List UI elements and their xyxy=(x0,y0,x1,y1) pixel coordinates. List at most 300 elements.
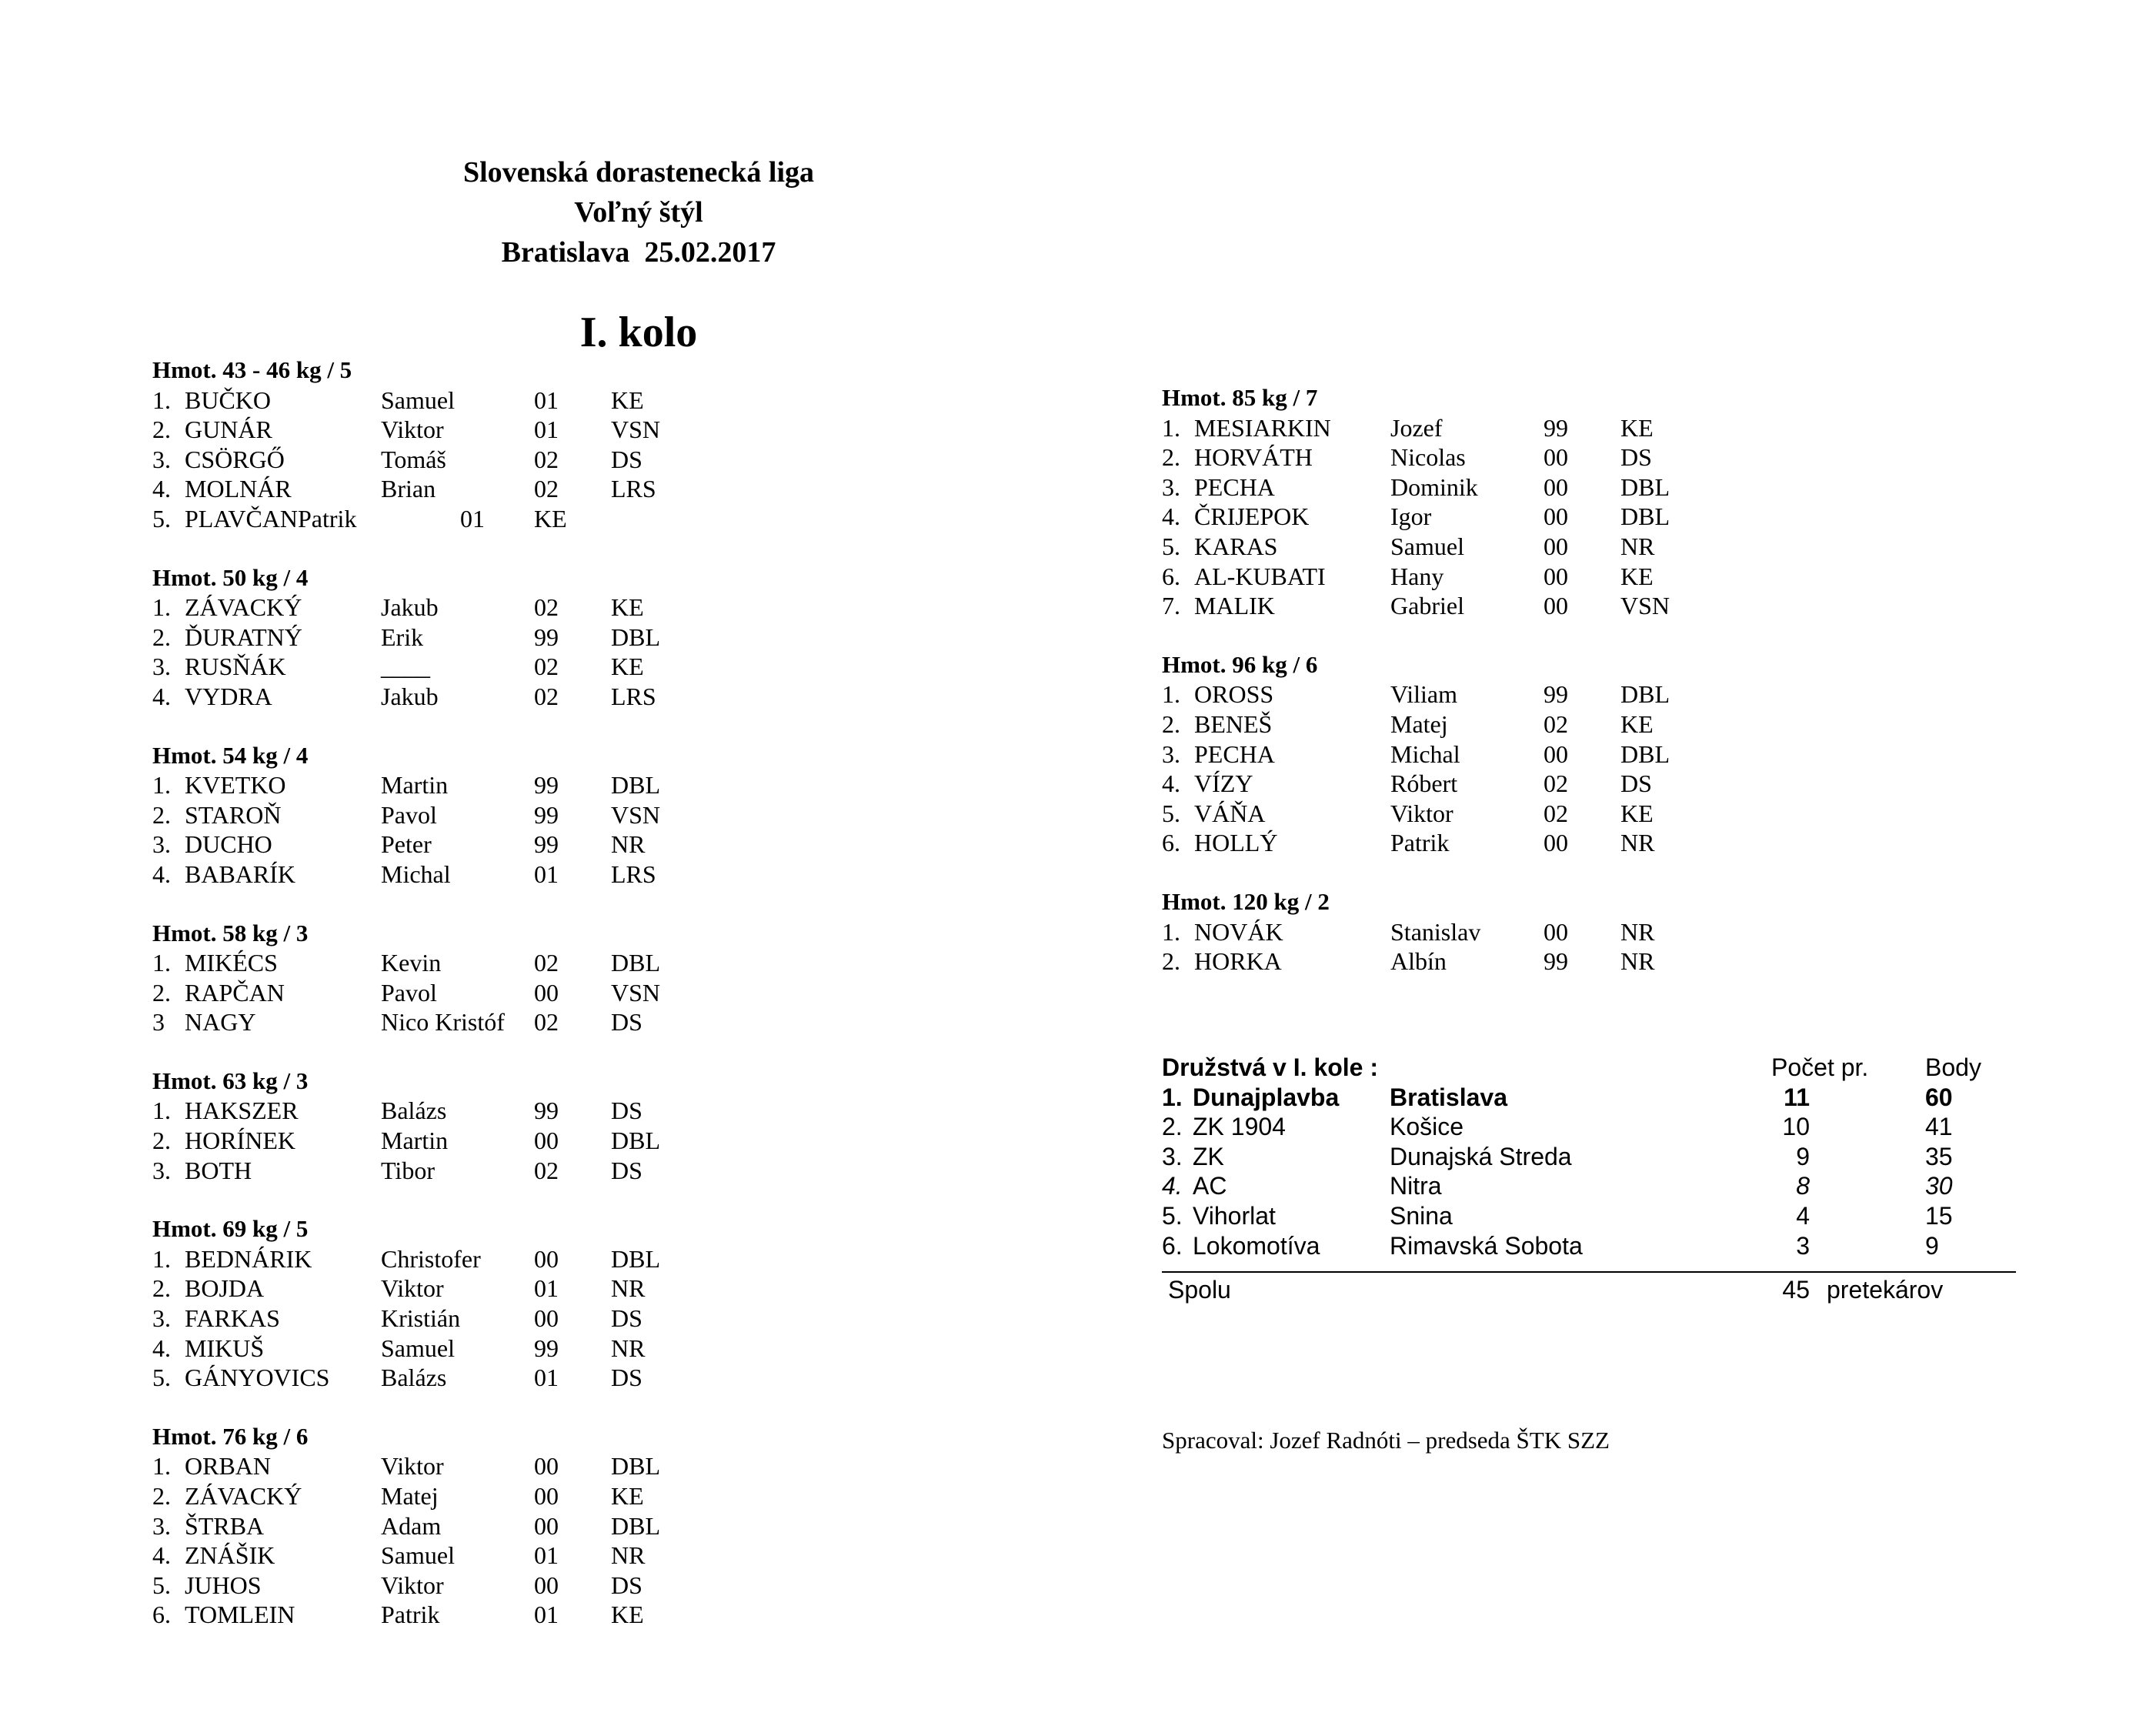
surname: BUČKO xyxy=(185,386,272,414)
weight-category xyxy=(152,741,1076,890)
first-name: Jakub xyxy=(381,593,439,622)
placement: 3. xyxy=(1162,472,1180,501)
first-name: Balázs xyxy=(381,1097,447,1125)
first-name: Pavol xyxy=(381,800,437,829)
surname: GUNÁR xyxy=(185,416,272,444)
birth-year: 00 xyxy=(1544,829,1568,857)
club-code: DBL xyxy=(1620,472,1670,501)
result-row xyxy=(152,415,1076,445)
weight-category xyxy=(152,356,1076,534)
weight-category-title: Hmot. 120 kg / 2 xyxy=(1162,887,1330,915)
team-competitor-count: 8 xyxy=(1796,1172,1810,1200)
first-name: Pavol xyxy=(381,978,437,1007)
surname: VYDRA xyxy=(185,682,272,710)
birth-year: 00 xyxy=(534,978,559,1007)
first-name: Hany xyxy=(1390,562,1444,590)
left-results-column xyxy=(152,356,1076,1659)
surname: BEDNÁRIK xyxy=(185,1244,312,1273)
surname: PECHA xyxy=(1194,739,1275,768)
surname: CSÖRGŐ xyxy=(185,445,285,473)
birth-year: 99 xyxy=(1544,947,1568,976)
birth-year: 00 xyxy=(1544,562,1568,590)
placement: 4. xyxy=(152,860,171,888)
club-code: DS xyxy=(611,1156,642,1184)
club-code: KE xyxy=(611,593,644,622)
team-standings-title: Družstvá v I. kole : xyxy=(1162,1053,1378,1081)
birth-year: 00 xyxy=(534,1482,559,1510)
birth-year: 02 xyxy=(534,682,559,710)
surname: RUSŇÁK xyxy=(185,653,286,681)
placement: 2. xyxy=(152,800,171,829)
placement: 1. xyxy=(1162,680,1180,709)
placement: 4. xyxy=(152,682,171,710)
result-row xyxy=(152,593,1076,623)
placement: 2. xyxy=(152,416,171,444)
result-row xyxy=(152,386,1076,416)
result-row xyxy=(152,1334,1076,1364)
club-code: DS xyxy=(1620,770,1652,798)
birth-year: 99 xyxy=(534,623,559,651)
birth-year: 01 xyxy=(534,1364,559,1392)
result-row xyxy=(152,978,1076,1008)
result-row xyxy=(152,445,1076,475)
placement: 2. xyxy=(1162,443,1180,472)
placement: 3. xyxy=(152,445,171,473)
weight-category xyxy=(152,919,1076,1037)
first-name: Martin xyxy=(381,771,449,800)
club-code: KE xyxy=(611,386,644,414)
result-row xyxy=(1162,709,2085,739)
result-row xyxy=(1162,769,2085,799)
first-name: Erik xyxy=(381,623,424,651)
team-placement: 2. xyxy=(1162,1113,1183,1141)
birth-year: 02 xyxy=(534,1156,559,1184)
club-code: DS xyxy=(1620,443,1652,472)
surname: PECHA xyxy=(1194,472,1275,501)
team-competitor-count: 4 xyxy=(1796,1201,1810,1230)
first-name: Adam xyxy=(381,1511,442,1540)
first-name: Viktor xyxy=(381,1452,444,1481)
first-name: Michal xyxy=(1390,739,1460,768)
club-code: DBL xyxy=(611,1452,660,1481)
surname: BABARÍK xyxy=(185,860,296,888)
team-competitor-count: 3 xyxy=(1796,1231,1810,1260)
placement: 4. xyxy=(152,1541,171,1570)
birth-year: 99 xyxy=(534,1097,559,1125)
result-row xyxy=(1162,679,2085,709)
result-row xyxy=(152,1244,1076,1274)
surname: GÁNYOVICS xyxy=(185,1364,330,1392)
first-name: Viktor xyxy=(381,1571,444,1599)
team-row xyxy=(1162,1112,2016,1142)
team-city: Dunajská Streda xyxy=(1390,1142,1572,1170)
birth-year: 99 xyxy=(534,830,559,859)
surname: PLAVČANPatrik xyxy=(185,504,357,532)
birth-year: 02 xyxy=(534,593,559,622)
weight-category-title: Hmot. 63 kg / 3 xyxy=(152,1067,309,1094)
first-name: Kevin xyxy=(381,949,442,977)
team-city: Nitra xyxy=(1390,1172,1442,1200)
surname: ĎURATNÝ xyxy=(185,623,302,651)
team-name: Vihorlat xyxy=(1193,1201,1276,1230)
team-placement: 6. xyxy=(1162,1231,1183,1260)
weight-category xyxy=(152,563,1076,712)
placement: 3. xyxy=(152,653,171,681)
weight-category xyxy=(152,1214,1076,1393)
birth-year: 00 xyxy=(1544,739,1568,768)
club-code: NR xyxy=(1620,947,1655,976)
round-title: I. kolo xyxy=(579,309,698,356)
document-header xyxy=(292,152,985,272)
result-row xyxy=(1162,739,2085,770)
first-name: Martin xyxy=(381,1127,449,1155)
result-row xyxy=(152,830,1076,860)
team-points: 15 xyxy=(1925,1201,1953,1230)
club-code: LRS xyxy=(611,860,656,888)
surname: HORVÁTH xyxy=(1194,443,1313,472)
club-code: KE xyxy=(1620,709,1654,738)
team-rows xyxy=(1162,1083,2016,1261)
surname: KVETKO xyxy=(185,771,286,800)
club-code: VSN xyxy=(611,416,661,444)
club-code: DS xyxy=(611,445,642,473)
club-code: NR xyxy=(1620,532,1655,560)
surname: DUCHO xyxy=(185,830,272,859)
first-name: Christofer xyxy=(381,1244,481,1273)
weight-category-title: Hmot. 76 kg / 6 xyxy=(152,1422,309,1450)
club-code: LRS xyxy=(611,475,656,503)
result-row xyxy=(1162,917,2085,947)
birth-year: 02 xyxy=(534,949,559,977)
placement: 2. xyxy=(152,978,171,1007)
surname: RAPČAN xyxy=(185,978,285,1007)
surname: OROSS xyxy=(1194,680,1274,709)
first-name: Patrik xyxy=(381,1601,440,1629)
result-row xyxy=(152,770,1076,800)
placement: 1. xyxy=(152,1097,171,1125)
surname: TOMLEIN xyxy=(185,1601,295,1629)
team-name: AC xyxy=(1193,1172,1227,1200)
birth-year: 00 xyxy=(1544,443,1568,472)
birth-year: 01 xyxy=(534,416,559,444)
surname: BOTH xyxy=(185,1156,252,1184)
team-standings-header xyxy=(1162,1053,2016,1083)
placement: 5. xyxy=(152,1364,171,1392)
result-row xyxy=(1162,562,2085,592)
first-name: Samuel xyxy=(381,1334,455,1362)
first-name: Dominik xyxy=(1390,472,1478,501)
club-code: LRS xyxy=(611,682,656,710)
weight-category-title: Hmot. 69 kg / 5 xyxy=(152,1215,309,1243)
club-code: DS xyxy=(611,1304,642,1333)
club-code: DBL xyxy=(1620,502,1670,531)
weight-category-title: Hmot. 50 kg / 4 xyxy=(152,563,309,591)
birth-year: 99 xyxy=(534,800,559,829)
team-row xyxy=(1162,1083,2016,1113)
result-row xyxy=(152,504,1076,534)
birth-year: 01 xyxy=(534,860,559,888)
points-header: Body xyxy=(1925,1053,1981,1081)
birth-year: 02 xyxy=(1544,799,1568,827)
birth-year: 01 xyxy=(534,1601,559,1629)
placement: 1. xyxy=(152,771,171,800)
first-name: Nicolas xyxy=(1390,443,1466,472)
placement: 2. xyxy=(152,1482,171,1510)
total-row xyxy=(1162,1274,2016,1305)
league-title: Slovenská dorastenecká liga xyxy=(462,156,815,189)
team-placement: 5. xyxy=(1162,1201,1183,1230)
birth-year: 02 xyxy=(1544,709,1568,738)
club-code: DS xyxy=(611,1008,642,1037)
first-name: Michal xyxy=(381,860,451,888)
birth-year: 00 xyxy=(1544,592,1568,620)
surname: ČRIJEPOK xyxy=(1194,502,1310,531)
birth-year: 00 xyxy=(534,1452,559,1481)
result-row xyxy=(152,800,1076,830)
weight-category xyxy=(152,1422,1076,1630)
result-row xyxy=(152,1571,1076,1601)
weight-category-title: Hmot. 96 kg / 6 xyxy=(1162,650,1318,678)
placement: 3. xyxy=(152,1304,171,1333)
surname: ŠTRBA xyxy=(185,1511,265,1540)
placement: 3 xyxy=(152,1008,165,1037)
surname: BENEŠ xyxy=(1194,709,1273,738)
surname: VÍZY xyxy=(1194,770,1253,798)
surname: MALIK xyxy=(1194,592,1275,620)
placement: 6. xyxy=(1162,562,1180,590)
result-row xyxy=(1162,828,2085,858)
weight-category xyxy=(1162,650,2085,858)
prepared-by: Spracoval: Jozef Radnóti – predseda ŠTK SZZ xyxy=(1162,1427,1610,1454)
weight-category xyxy=(1162,383,2085,621)
birth-year: 99 xyxy=(534,1334,559,1362)
first-name: Peter xyxy=(381,830,432,859)
team-points: 41 xyxy=(1925,1113,1953,1141)
result-row xyxy=(152,1007,1076,1037)
club-code: KE xyxy=(611,653,644,681)
club-code: DS xyxy=(611,1097,642,1125)
result-row xyxy=(152,1304,1076,1334)
placement: 2. xyxy=(1162,947,1180,976)
birth-year: 02 xyxy=(534,1008,559,1037)
first-name: Igor xyxy=(1390,502,1432,531)
birth-year: 99 xyxy=(1544,680,1568,709)
team-points: 30 xyxy=(1925,1172,1953,1200)
surname: HORÍNEK xyxy=(185,1127,295,1155)
first-name: Tibor xyxy=(381,1156,435,1184)
surname: HORKA xyxy=(1194,947,1282,976)
surname: AL-KUBATI xyxy=(1194,562,1326,590)
placement: 3. xyxy=(152,1511,171,1540)
total-divider xyxy=(1162,1271,2016,1273)
surname: MIKÉCS xyxy=(185,949,278,977)
team-points: 60 xyxy=(1925,1083,1953,1111)
surname: FARKAS xyxy=(185,1304,280,1333)
first-name: Samuel xyxy=(381,1541,455,1570)
placement: 5. xyxy=(1162,799,1180,827)
club-code: KE xyxy=(611,1601,644,1629)
birth-year: 01 xyxy=(534,1541,559,1570)
team-standings xyxy=(1162,1053,2016,1305)
birth-year: 00 xyxy=(534,1304,559,1333)
result-row xyxy=(152,1274,1076,1304)
style-title: Voľný štýl xyxy=(574,196,703,229)
placement: 3. xyxy=(152,830,171,859)
surname: BOJDA xyxy=(185,1274,265,1303)
placement: 7. xyxy=(1162,592,1180,620)
club-code: KE xyxy=(611,1482,644,1510)
placement: 2. xyxy=(152,1127,171,1155)
club-code: DBL xyxy=(611,1511,660,1540)
first-name: Albín xyxy=(1390,947,1447,976)
team-city: Snina xyxy=(1390,1201,1453,1230)
weight-category xyxy=(152,1067,1076,1185)
first-name: Brian xyxy=(381,475,436,503)
placement: 6. xyxy=(152,1601,171,1629)
result-row xyxy=(152,474,1076,504)
club-code: NR xyxy=(611,1541,646,1570)
weight-category-title: Hmot. 85 kg / 7 xyxy=(1162,384,1318,411)
result-row xyxy=(152,1126,1076,1156)
surname: STAROŇ xyxy=(185,800,282,829)
placement: 5. xyxy=(152,504,171,532)
surname: MESIARKIN xyxy=(1194,413,1331,442)
result-row xyxy=(1162,946,2085,976)
team-row xyxy=(1162,1171,2016,1201)
team-competitor-count: 11 xyxy=(1784,1083,1810,1111)
first-name: Matej xyxy=(1390,709,1448,738)
surname: KARAS xyxy=(1194,532,1278,560)
result-row xyxy=(1162,799,2085,829)
total-unit: pretekárov xyxy=(1827,1276,1944,1304)
surname: HAKSZER xyxy=(185,1097,299,1125)
club-code: DBL xyxy=(611,949,660,977)
placement: 1. xyxy=(1162,917,1180,946)
surname: ZNÁŠIK xyxy=(185,1541,275,1570)
first-name: Samuel xyxy=(1390,532,1464,560)
placement: 2. xyxy=(152,1274,171,1303)
first-name: Patrik xyxy=(1390,829,1450,857)
surname: VÁŇA xyxy=(1194,799,1266,827)
surname: JUHOS xyxy=(185,1571,262,1599)
placement: 2. xyxy=(1162,709,1180,738)
team-placement: 3. xyxy=(1162,1142,1183,1170)
result-row xyxy=(152,623,1076,653)
surname: HOLLÝ xyxy=(1194,829,1278,857)
result-row xyxy=(152,1363,1076,1393)
result-row xyxy=(1162,442,2085,472)
venue-date: Bratislava 25.02.2017 xyxy=(501,236,776,269)
birth-year: 00 xyxy=(534,1244,559,1273)
total-count: 45 xyxy=(1782,1276,1810,1304)
weight-category xyxy=(1162,887,2085,976)
team-points: 9 xyxy=(1925,1231,1939,1260)
club-code: DS xyxy=(611,1571,642,1599)
placement: 6. xyxy=(1162,829,1180,857)
placement: 4. xyxy=(152,475,171,503)
club-code: NR xyxy=(611,830,646,859)
birth-year: 02 xyxy=(534,653,559,681)
first-name: Jozef xyxy=(1390,413,1443,442)
result-row xyxy=(152,1541,1076,1571)
club-code: NR xyxy=(611,1274,646,1303)
club-code: DBL xyxy=(1620,739,1670,768)
club-code: NR xyxy=(1620,917,1655,946)
club-code: DBL xyxy=(611,623,660,651)
result-row xyxy=(152,1156,1076,1186)
first-name: Gabriel xyxy=(1390,592,1464,620)
club-code: NR xyxy=(1620,829,1655,857)
placement: 1. xyxy=(152,1452,171,1481)
placement: 4. xyxy=(152,1334,171,1362)
birth-year: 00 xyxy=(534,1571,559,1599)
team-row xyxy=(1162,1142,2016,1172)
result-row xyxy=(152,860,1076,890)
club-code: VSN xyxy=(611,800,661,829)
club-code: DBL xyxy=(1620,680,1670,709)
weight-category-title: Hmot. 58 kg / 3 xyxy=(152,919,309,946)
club-code: KE xyxy=(534,504,567,532)
placement: 1. xyxy=(152,593,171,622)
first-name: Viktor xyxy=(381,416,444,444)
club-code: KE xyxy=(1620,413,1654,442)
team-city: Bratislava xyxy=(1390,1083,1507,1111)
birth-year: 01 xyxy=(534,386,559,414)
team-name: Dunajplavba xyxy=(1193,1083,1340,1111)
first-name: Viktor xyxy=(381,1274,444,1303)
result-row xyxy=(152,682,1076,712)
team-name: ZK 1904 xyxy=(1193,1113,1286,1141)
surname: MOLNÁR xyxy=(185,475,292,503)
birth-year: 02 xyxy=(1544,770,1568,798)
club-code: KE xyxy=(1620,799,1654,827)
result-row xyxy=(152,1511,1076,1541)
surname: MIKUŠ xyxy=(185,1334,265,1362)
team-competitor-count: 10 xyxy=(1782,1113,1810,1141)
birth-year: 00 xyxy=(1544,917,1568,946)
result-row xyxy=(152,1481,1076,1511)
placement: 1. xyxy=(152,1244,171,1273)
first-name: Jakub xyxy=(381,682,439,710)
birth-year: 02 xyxy=(534,445,559,473)
first-name: Tomáš xyxy=(381,445,446,473)
team-points: 35 xyxy=(1925,1142,1953,1170)
team-name: ZK xyxy=(1193,1142,1224,1170)
placement: 1. xyxy=(152,386,171,414)
first-name: Balázs xyxy=(381,1364,447,1392)
placement: 5. xyxy=(152,1571,171,1599)
birth-year: 99 xyxy=(534,771,559,800)
club-code: DS xyxy=(611,1364,642,1392)
weight-category-title: Hmot. 54 kg / 4 xyxy=(152,741,309,769)
count-header: Počet pr. xyxy=(1771,1053,1869,1081)
first-name: Matej xyxy=(381,1482,439,1510)
birth-year: 00 xyxy=(1544,502,1568,531)
result-row xyxy=(1162,413,2085,443)
placement: 1. xyxy=(1162,413,1180,442)
birth-year: 00 xyxy=(534,1127,559,1155)
team-row xyxy=(1162,1231,2016,1261)
surname: NAGY xyxy=(185,1008,256,1037)
birth-year: 01 xyxy=(460,504,485,532)
result-row xyxy=(152,948,1076,978)
first-name: Róbert xyxy=(1390,770,1458,798)
club-code: VSN xyxy=(1620,592,1670,620)
placement: 1. xyxy=(152,949,171,977)
team-city: Košice xyxy=(1390,1113,1464,1141)
team-name: Lokomotíva xyxy=(1193,1231,1320,1260)
result-row xyxy=(1162,532,2085,562)
